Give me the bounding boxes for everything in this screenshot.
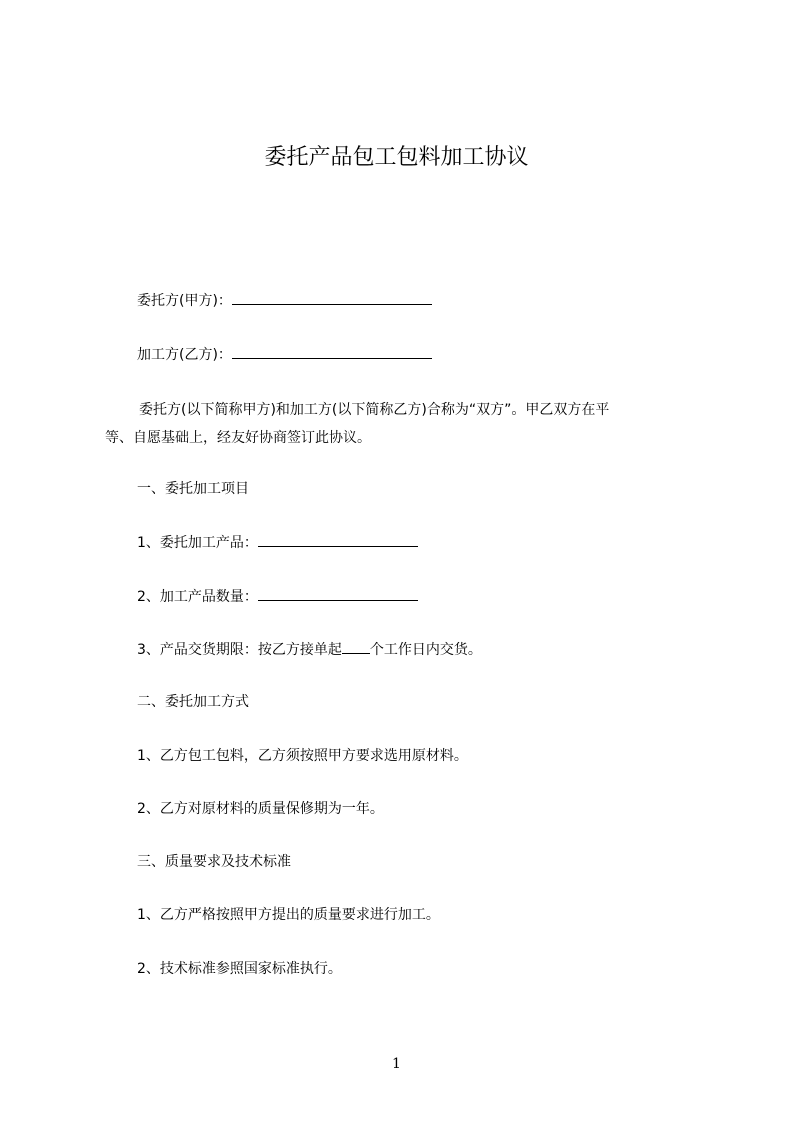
party-a-blank xyxy=(232,290,432,305)
section-1-heading: 一、委托加工项目 xyxy=(137,481,249,497)
page-number: 1 xyxy=(392,1056,401,1072)
party-b-line xyxy=(137,344,432,365)
s1-item-2-label: 2、加工产品数量： xyxy=(137,589,258,605)
s1-item-3-blank xyxy=(342,639,370,654)
intro-paragraph xyxy=(105,396,705,452)
s3-item-1: 1、乙方严格按照甲方提出的质量要求进行加工。 xyxy=(137,907,440,923)
s1-item-1 xyxy=(137,532,418,553)
document-title: 委托产品包工包料加工协议 xyxy=(264,145,529,170)
s1-item-1-blank xyxy=(258,532,418,547)
s3-item-2: 2、技术标准参照国家标准执行。 xyxy=(137,961,342,977)
s1-item-3-prefix: 3、产品交货期限：按乙方接单起 xyxy=(137,642,342,658)
s1-item-2-blank xyxy=(258,586,418,601)
party-b-label: 加工方(乙方)： xyxy=(137,347,232,363)
s2-item-1: 1、乙方包工包料，乙方须按照甲方要求选用原材料。 xyxy=(137,748,468,764)
s2-item-2: 2、乙方对原材料的质量保修期为一年。 xyxy=(137,801,384,817)
party-a-line xyxy=(137,290,432,311)
s1-item-3 xyxy=(137,639,482,660)
intro-line-2: 等、自愿基础上，经友好协商签订此协议。 xyxy=(105,430,371,446)
section-2-heading: 二、委托加工方式 xyxy=(137,694,249,710)
s1-item-1-label: 1、委托加工产品： xyxy=(137,535,258,551)
s1-item-2 xyxy=(137,586,418,607)
section-3-heading: 三、质量要求及技术标准 xyxy=(137,854,291,870)
intro-line-1: 委托方(以下简称甲方)和加工方(以下简称乙方)合称为“双方”。甲乙双方在平 xyxy=(139,402,610,418)
s1-item-3-suffix: 个工作日内交货。 xyxy=(369,642,482,658)
party-b-blank xyxy=(232,344,432,359)
party-a-label: 委托方(甲方)： xyxy=(137,293,232,309)
